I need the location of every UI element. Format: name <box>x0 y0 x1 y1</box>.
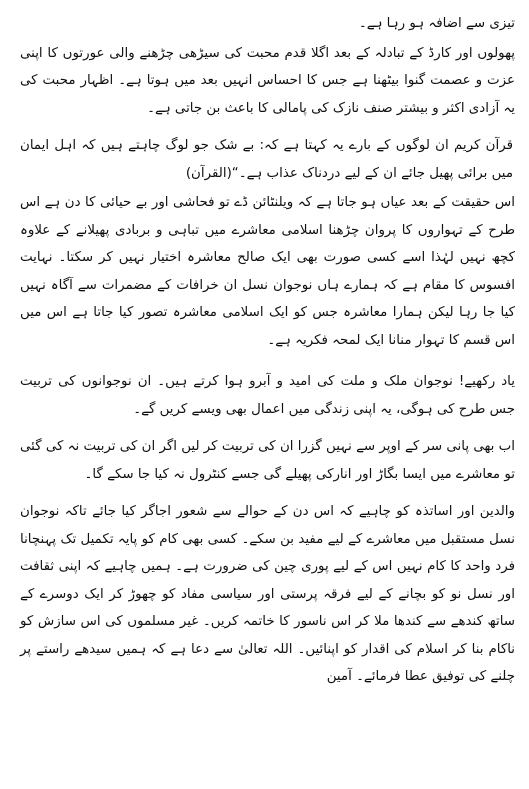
paragraph-7: والدین اور اساتذہ کو چاہیے کہ اس دن کے حوالے سے شعور اجاگر کیا جائے تاکہ نوجوان نسل مستقبل میں معاشرے کے لیے مفید بن سکے۔ کسی بھی کام کو پایہ تکمیل تک پہنچانا فرد واحد کا کام نہیں اس کے لیے پوری چین کی ضرورت ہے۔ ہمیں چاہیے کہ اپنی ثقافت اور نسل نو کو بچانے کے لیے فرقہ پرستی اور سیاسی مفاد کو چھوڑ کر ایک دوسرے کے ساتھ کندھے سے کندھا ملا کر اس ناسور کا خاتمہ کریں۔ غیر مسلموں کی اس سازش کو ناکام بنا کر اسلام کی اقدار کو اپنائیں۔ اللہ تعالیٰ سے دعا ہے کہ ہمیں سیدھے راستے پر چلنے کی توفیق عطا فرمائے۔ آمین <box>20 504 515 684</box>
paragraph-5: یاد رکھیے! نوجوان ملک و ملت کی امید و آبرو ہوا کرتے ہیں۔ ان نوجوانوں کی تربیت جس طرح کی ہوگی، یہ اپنی زندگی میں اعمال بھی ویسے کریں گے۔ <box>20 374 515 417</box>
paragraph-1: تیزی سے اضافہ ہو رہا ہے۔ <box>358 16 515 31</box>
paragraph-6: اب بھی پانی سر کے اوپر سے نہیں گزرا ان کی تربیت کر لیں اگر ان کی تربیت نہ کی گئی تو معاشرے میں ایسا بگاڑ اور انارکی پھیلے گی جسے کنٹرول نہ کیا جا سکے گا۔ <box>20 439 515 482</box>
paragraph-2: پھولوں اور کارڈ کے تبادلہ کے بعد اگلا قدم محبت کی سیڑھی چڑھنے والی عورتوں کا اپنی عزت و عصمت گنوا بیٹھنا ہے جس کا احساس انہیں بعد میں ہوتا ہے۔ اظہار محبت کی یہ آزادی اکثر و بیشتر صنف نازک کی پامالی کا باعث بن جاتی ہے۔ <box>20 45 515 116</box>
paragraph-4: اس حقیقت کے بعد عیاں ہو جاتا ہے کہ ویلنٹائن ڈے تو فحاشی اور بے حیائی کا دن ہے اس طرح کے تہواروں کا پروان چڑھنا اسلامی معاشرے میں تباہی و بربادی پھیلانے کے علاوہ کچھ نہیں لہٰذا اسے کسی صورت بھی ایک صالح معاشرہ اختیار نہیں کر سکتا۔ نہایت افسوس کا مقام ہے کہ ہمارے ہاں نوجوان نسل ان خرافات کے مضمرات سے آگاہ نہیں کیا جا رہا لیکن ہمارا معاشرہ جس کو ایک اسلامی معاشرہ تصور کیا جاتا ہے اس میں اس قسم کا تہوار منانا ایک لمحہ فکریہ ہے۔ <box>20 195 515 348</box>
quran-quote-paragraph: قرآن کریم ان لوگوں کے بارے یہ کہتا ہے کہ: بے شک جو لوگ چاہتے ہیں کہ اہل ایمان میں برائی پھیل جائے ان کے لیے دردناک عذاب ہے۔“(القرآن) <box>20 138 513 181</box>
